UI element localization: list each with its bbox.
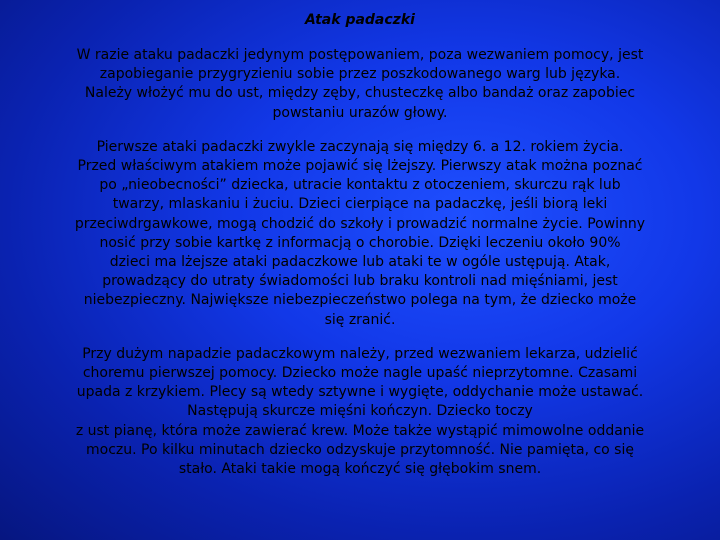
- text-line: prowadzący do utraty świadomości lub braku kontroli nad mięśniami, jest: [102, 273, 618, 290]
- text-line: moczu. Po kilku minutach dziecko odzyskuje przytomność. Nie pamięta, co się: [86, 441, 634, 458]
- text-line: się zranić.: [324, 311, 396, 328]
- text-line: twarzy, mlaskaniu i żuciu. Dzieci cierpiące na padaczkę, jeśli biorą leki: [112, 196, 608, 213]
- text-line: Przed właściwym atakiem może pojawić się lżejszy. Pierwszy atak można poznać: [77, 158, 643, 175]
- text-line: niebezpieczny. Największe niebezpieczeństwo polega na tym, że dziecko może: [83, 292, 637, 309]
- text-line: stało. Ataki takie mogą kończyć się głębokim snem.: [178, 461, 542, 478]
- slide-title: Atak padaczki: [305, 12, 415, 28]
- text-line: powstaniu urazów głowy.: [272, 104, 448, 121]
- text-line: Następują skurcze mięśni kończyn. Dziecko toczy: [187, 403, 533, 420]
- paragraph-2: [40, 138, 680, 330]
- text-line: z ust pianę, która może zawierać krew. Może także wystąpić mimowolne oddanie: [75, 422, 645, 439]
- text-line: przeciwdrgawkowe, mogą chodzić do szkoły i prowadzić normalne życie. Powinny: [74, 215, 646, 232]
- text-line: Przy dużym napadzie padaczkowym należy, przed wezwaniem lekarza, udzielić: [82, 345, 638, 362]
- text-line: dzieci ma lżejsze ataki padaczkowe lub ataki te w ogóle ustępują. Atak,: [109, 254, 611, 271]
- text-line: upada z krzykiem. Plecy są wtedy sztywne i wygięte, oddychanie może ustawać.: [76, 384, 644, 401]
- text-line: zapobieganie przygryzieniu sobie przez poszkodowanego warg lub języka.: [99, 66, 621, 83]
- text-line: po „nieobecności” dziecka, utracie kontaktu z otoczeniem, skurczu rąk lub: [99, 177, 621, 194]
- paragraph-1: [40, 46, 680, 123]
- paragraph-3: [40, 345, 680, 479]
- text-line: Należy włożyć mu do ust, między zęby, chusteczkę albo bandaż oraz zapobiec: [84, 85, 636, 102]
- text-line: Pierwsze ataki padaczki zwykle zaczynają się między 6. a 12. rokiem życia.: [96, 138, 624, 155]
- text-line: W razie ataku padaczki jedynym postępowaniem, poza wezwaniem pomocy, jest: [76, 47, 644, 63]
- text-line: nosić przy sobie kartkę z informacją o chorobie. Dzięki leczeniu około 90%: [99, 234, 621, 251]
- text-line: choremu pierwszej pomocy. Dziecko może nagle upaść nieprzytomne. Czasami: [82, 365, 638, 382]
